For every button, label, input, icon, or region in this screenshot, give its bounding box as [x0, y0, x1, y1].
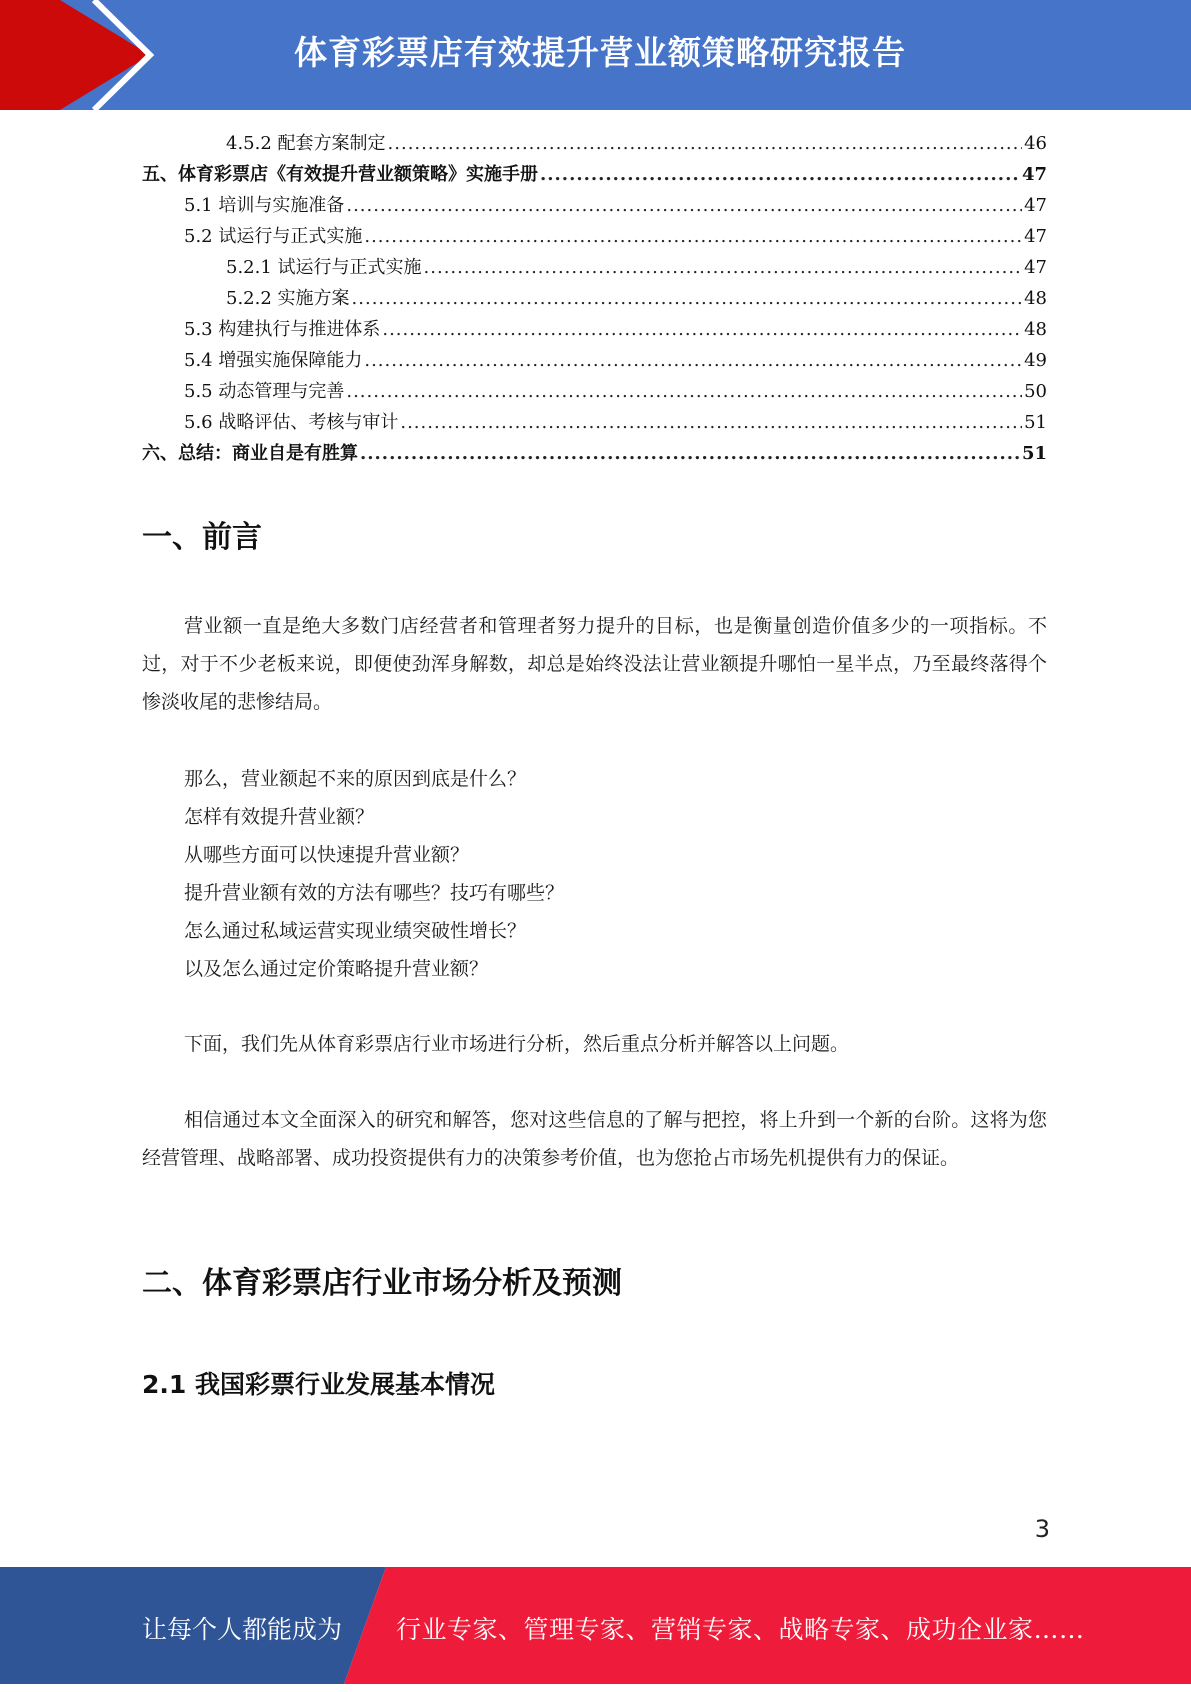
- page-footer-banner: [0, 1567, 1191, 1684]
- toc-entry[interactable]: [142, 128, 1047, 159]
- question-item: 怎样有效提升营业额？: [184, 806, 375, 828]
- question-item: 那么，营业额起不来的原因到底是什么？: [184, 768, 527, 790]
- toc-entry[interactable]: [142, 407, 1047, 438]
- page-number: 3: [1034, 1515, 1050, 1543]
- toc-entry-page: 47: [1024, 226, 1047, 247]
- toc-leader-dots: [346, 190, 1022, 221]
- toc-leader-dots: [346, 376, 1022, 407]
- toc-leader-dots: [352, 283, 1023, 314]
- subsection-heading-2-1: 2.1 我国彩票行业发展基本情况: [142, 1370, 495, 1399]
- header-title: 体育彩票店有效提升营业额策略研究报告: [294, 33, 906, 72]
- toc-entry-title: 六、总结：商业自是有胜算: [142, 443, 358, 464]
- toc-entry[interactable]: [142, 283, 1047, 314]
- toc-entry-title: 5.2.1 试运行与正式实施: [226, 257, 422, 278]
- footer-slogan-left: 让每个人都能成为: [142, 1615, 343, 1644]
- toc-entry-page: 47: [1021, 164, 1047, 185]
- toc-leader-dots: [424, 252, 1023, 283]
- toc-leader-dots: [388, 128, 1023, 159]
- toc-entry[interactable]: [142, 190, 1047, 221]
- toc-entry[interactable]: [142, 252, 1047, 283]
- toc-leader-dots: [382, 314, 1022, 345]
- section-heading-market-analysis: 二、体育彩票店行业市场分析及预测: [142, 1266, 622, 1301]
- toc-entry[interactable]: [142, 345, 1047, 376]
- toc-entry-page: 47: [1024, 257, 1047, 278]
- preface-paragraph-3: 相信通过本文全面深入的研究和解答，您对这些信息的了解与把控，将上升到一个新的台阶。这将为您经营管理、战略部署、成功投资提供有力的决策参考价值，也为您抢占市场先机提供有力的保证。: [142, 1109, 1047, 1169]
- toc-entry-title: 5.3 构建执行与推进体系: [184, 319, 381, 340]
- toc-leader-dots: [540, 159, 1020, 190]
- toc-entry-page: 51: [1021, 443, 1047, 464]
- toc-entry-title: 5.6 战略评估、考核与审计: [184, 412, 399, 433]
- toc-leader-dots: [364, 345, 1022, 376]
- toc-entry-page: 48: [1024, 319, 1047, 340]
- toc-entry-title: 5.4 增强实施保障能力: [184, 350, 363, 371]
- toc-entry-page: 49: [1024, 350, 1047, 371]
- page-header-banner: [0, 0, 1191, 110]
- toc-entry-title: 5.5 动态管理与完善: [184, 381, 345, 402]
- toc-entry[interactable]: [142, 438, 1047, 469]
- toc-leader-dots: [364, 221, 1022, 252]
- preface-paragraph-1: 营业额一直是绝大多数门店经营者和管理者努力提升的目标，也是衡量创造价值多少的一项指标。不过，对于不少老板来说，即便使劲浑身解数，却总是始终没法让营业额提升哪怕一星半点，乃至最终落得个惨淡收尾的悲惨结局。: [142, 615, 1047, 713]
- toc-entry[interactable]: [142, 376, 1047, 407]
- toc-entry-title: 五、体育彩票店《有效提升营业额策略》实施手册: [142, 164, 538, 185]
- toc-entry-title: 5.2 试运行与正式实施: [184, 226, 363, 247]
- toc-entry-title: 5.2.2 实施方案: [226, 288, 350, 309]
- toc-entry[interactable]: [142, 221, 1047, 252]
- toc-entry-page: 46: [1024, 133, 1047, 154]
- question-item: 怎么通过私域运营实现业绩突破性增长？: [184, 920, 527, 942]
- toc-entry[interactable]: [142, 314, 1047, 345]
- toc-entry-title: 5.1 培训与实施准备: [184, 195, 345, 216]
- table-of-contents: [142, 128, 1047, 469]
- toc-entry[interactable]: [142, 159, 1047, 190]
- question-item: 提升营业额有效的方法有哪些？技巧有哪些？: [184, 882, 565, 904]
- section-heading-preface: 一、前言: [142, 520, 262, 555]
- question-list: [184, 760, 564, 988]
- footer-slogan-right: 行业专家、管理专家、营销专家、战略专家、成功企业家……: [396, 1615, 1085, 1644]
- toc-leader-dots: [360, 438, 1020, 469]
- preface-paragraph-2: 下面，我们先从体育彩票店行业市场进行分析，然后重点分析并解答以上问题。: [184, 1033, 850, 1055]
- toc-entry-page: 48: [1024, 288, 1047, 309]
- toc-entry-page: 50: [1024, 381, 1047, 402]
- question-item: 以及怎么通过定价策略提升营业额？: [184, 958, 489, 980]
- toc-entry-page: 47: [1024, 195, 1047, 216]
- question-item: 从哪些方面可以快速提升营业额？: [184, 844, 470, 866]
- toc-entry-title: 4.5.2 配套方案制定: [226, 133, 386, 154]
- toc-leader-dots: [400, 407, 1022, 438]
- toc-entry-page: 51: [1024, 412, 1047, 433]
